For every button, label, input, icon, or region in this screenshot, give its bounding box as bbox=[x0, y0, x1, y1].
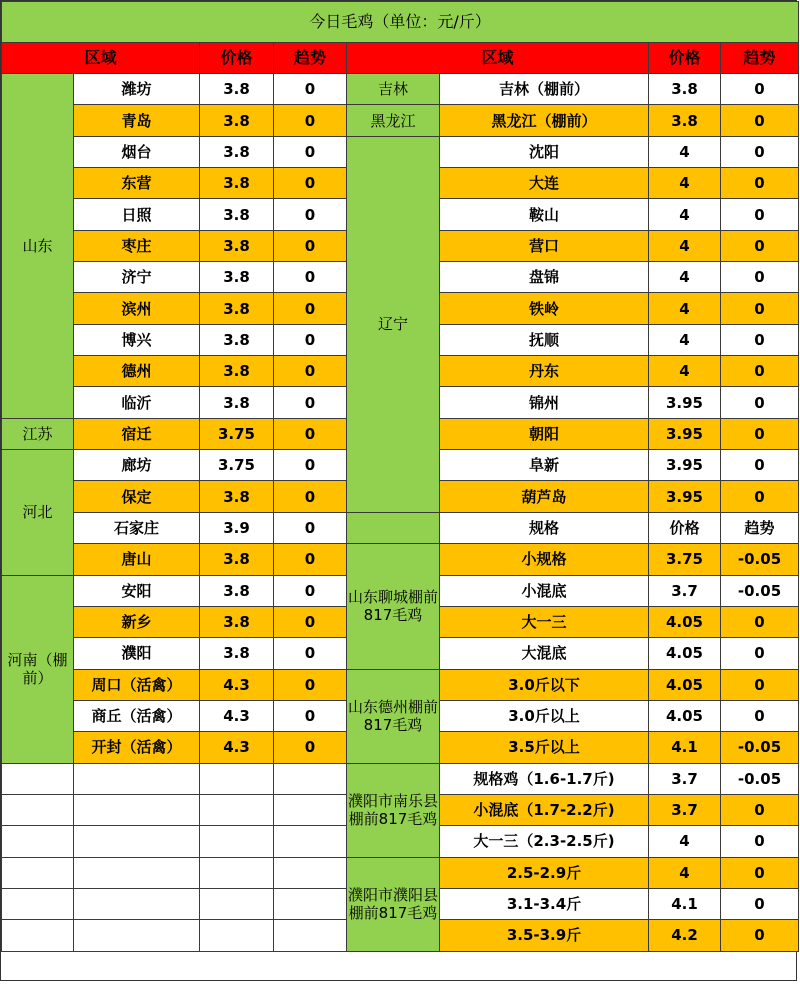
empty-cell-price bbox=[200, 826, 274, 857]
spec-name: 3.1-3.4斤 bbox=[440, 888, 649, 919]
price-table bbox=[1, 1, 799, 952]
trend-value: 0 bbox=[274, 575, 347, 606]
spec-name: 阜新 bbox=[440, 450, 649, 481]
trend-value: 0 bbox=[274, 418, 347, 449]
spec-name: 大一三 bbox=[440, 606, 649, 637]
header-trend-left: 趋势 bbox=[274, 43, 347, 74]
city-name: 新乡 bbox=[74, 606, 200, 637]
city-name: 德州 bbox=[74, 356, 200, 387]
price-value: 3.8 bbox=[200, 74, 274, 105]
price-value: 3.95 bbox=[649, 481, 721, 512]
spec-name: 小混底（1.7-2.2斤) bbox=[440, 794, 649, 825]
trend-value: 0 bbox=[274, 105, 347, 136]
city-name: 保定 bbox=[74, 481, 200, 512]
empty-cell-region bbox=[2, 857, 74, 888]
spec-name: 2.5-2.9斤 bbox=[440, 857, 649, 888]
price-value: 3.95 bbox=[649, 387, 721, 418]
region-group-cell: 山东聊城棚前817毛鸡 bbox=[347, 544, 440, 669]
trend-value: -0.05 bbox=[721, 575, 799, 606]
spec-name: 大连 bbox=[440, 168, 649, 199]
price-value: 4 bbox=[649, 199, 721, 230]
price-value: 4 bbox=[649, 826, 721, 857]
spec-name: 大混底 bbox=[440, 638, 649, 669]
trend-value: 0 bbox=[721, 669, 799, 700]
price-value: 3.8 bbox=[200, 575, 274, 606]
trend-value: 0 bbox=[274, 450, 347, 481]
trend-value: 0 bbox=[721, 606, 799, 637]
price-value: 4.1 bbox=[649, 888, 721, 919]
city-name: 周口（活禽） bbox=[74, 669, 200, 700]
price-value: 4 bbox=[649, 324, 721, 355]
region-group-cell: 江苏 bbox=[2, 418, 74, 449]
trend-value: 0 bbox=[274, 606, 347, 637]
region-group-cell: 黑龙江 bbox=[347, 105, 440, 136]
trend-value: 0 bbox=[721, 262, 799, 293]
spec-name: 营口 bbox=[440, 230, 649, 261]
city-name: 唐山 bbox=[74, 544, 200, 575]
price-value: 3.95 bbox=[649, 418, 721, 449]
price-value: 3.8 bbox=[200, 356, 274, 387]
spec-name: 大一三（2.3-2.5斤) bbox=[440, 826, 649, 857]
price-value: 4 bbox=[649, 857, 721, 888]
city-name: 廊坊 bbox=[74, 450, 200, 481]
trend-value: 0 bbox=[274, 262, 347, 293]
empty-cell-region bbox=[2, 763, 74, 794]
empty-cell-trend bbox=[274, 888, 347, 919]
spec-name: 3.5-3.9斤 bbox=[440, 920, 649, 951]
trend-value: 0 bbox=[721, 293, 799, 324]
trend-value: 0 bbox=[274, 356, 347, 387]
city-name: 东营 bbox=[74, 168, 200, 199]
trend-value: 0 bbox=[721, 450, 799, 481]
price-value: 4.3 bbox=[200, 732, 274, 763]
region-group-cell bbox=[347, 512, 440, 543]
trend-value: -0.05 bbox=[721, 763, 799, 794]
table-row bbox=[2, 544, 799, 575]
table-row bbox=[2, 512, 799, 543]
trend-value: -0.05 bbox=[721, 544, 799, 575]
trend-value: 0 bbox=[274, 512, 347, 543]
spec-name: 规格 bbox=[440, 512, 649, 543]
empty-cell-price bbox=[200, 920, 274, 951]
price-value: 4.2 bbox=[649, 920, 721, 951]
header-trend-right: 趋势 bbox=[721, 43, 799, 74]
price-value: 4.3 bbox=[200, 700, 274, 731]
spec-name: 3.0斤以下 bbox=[440, 669, 649, 700]
spec-name: 小规格 bbox=[440, 544, 649, 575]
trend-value: 0 bbox=[721, 74, 799, 105]
price-value: 3.9 bbox=[200, 512, 274, 543]
price-value: 3.8 bbox=[200, 136, 274, 167]
spec-name: 葫芦岛 bbox=[440, 481, 649, 512]
price-value: 4 bbox=[649, 230, 721, 261]
table-row bbox=[2, 857, 799, 888]
spec-name: 3.0斤以上 bbox=[440, 700, 649, 731]
trend-value: 0 bbox=[274, 199, 347, 230]
empty-cell-trend bbox=[274, 920, 347, 951]
trend-value: 0 bbox=[721, 888, 799, 919]
price-value: 3.8 bbox=[200, 638, 274, 669]
city-name: 潍坊 bbox=[74, 74, 200, 105]
trend-value: 0 bbox=[274, 638, 347, 669]
price-value: 4.05 bbox=[649, 606, 721, 637]
empty-cell-trend bbox=[274, 794, 347, 825]
table-title: 今日毛鸡（单位：元/斤） bbox=[2, 2, 799, 43]
region-group-cell: 濮阳市南乐县棚前817毛鸡 bbox=[347, 763, 440, 857]
price-value: 4.05 bbox=[649, 669, 721, 700]
spec-name: 鞍山 bbox=[440, 199, 649, 230]
empty-cell-city bbox=[74, 763, 200, 794]
price-value: 3.8 bbox=[200, 262, 274, 293]
region-group-cell: 濮阳市濮阳县棚前817毛鸡 bbox=[347, 857, 440, 951]
header-row bbox=[2, 43, 799, 74]
table-row bbox=[2, 669, 799, 700]
table-row bbox=[2, 105, 799, 136]
empty-cell-trend bbox=[274, 857, 347, 888]
city-name: 烟台 bbox=[74, 136, 200, 167]
price-value: 3.8 bbox=[200, 481, 274, 512]
price-value: 3.8 bbox=[200, 230, 274, 261]
region-group-cell: 吉林 bbox=[347, 74, 440, 105]
city-name: 濮阳 bbox=[74, 638, 200, 669]
region-group-cell: 辽宁 bbox=[347, 136, 440, 512]
price-value: 3.8 bbox=[200, 293, 274, 324]
empty-cell-price bbox=[200, 763, 274, 794]
trend-value: 0 bbox=[721, 356, 799, 387]
city-name: 青岛 bbox=[74, 105, 200, 136]
city-name: 日照 bbox=[74, 199, 200, 230]
city-name: 开封（活禽） bbox=[74, 732, 200, 763]
empty-cell-region bbox=[2, 794, 74, 825]
city-name: 商丘（活禽） bbox=[74, 700, 200, 731]
table-row bbox=[2, 74, 799, 105]
price-value: 3.8 bbox=[200, 199, 274, 230]
price-value: 价格 bbox=[649, 512, 721, 543]
price-value: 3.7 bbox=[649, 575, 721, 606]
city-name: 滨州 bbox=[74, 293, 200, 324]
trend-value: 0 bbox=[274, 544, 347, 575]
price-value: 3.8 bbox=[200, 324, 274, 355]
trend-value: 0 bbox=[721, 826, 799, 857]
trend-value: 0 bbox=[274, 293, 347, 324]
trend-value: 0 bbox=[721, 387, 799, 418]
empty-cell-price bbox=[200, 857, 274, 888]
trend-value: 0 bbox=[274, 387, 347, 418]
spec-name: 黑龙江（棚前） bbox=[440, 105, 649, 136]
city-name: 济宁 bbox=[74, 262, 200, 293]
price-value: 3.8 bbox=[649, 105, 721, 136]
trend-value: 0 bbox=[274, 230, 347, 261]
trend-value: 0 bbox=[721, 168, 799, 199]
price-value: 3.7 bbox=[649, 794, 721, 825]
empty-cell-region bbox=[2, 920, 74, 951]
trend-value: 0 bbox=[274, 168, 347, 199]
trend-value: 0 bbox=[274, 732, 347, 763]
table-row bbox=[2, 763, 799, 794]
empty-cell-city bbox=[74, 857, 200, 888]
trend-value: 0 bbox=[721, 481, 799, 512]
spec-name: 朝阳 bbox=[440, 418, 649, 449]
price-value: 4.05 bbox=[649, 700, 721, 731]
price-value: 4 bbox=[649, 168, 721, 199]
price-value: 4 bbox=[649, 293, 721, 324]
price-value: 3.8 bbox=[200, 168, 274, 199]
city-name: 博兴 bbox=[74, 324, 200, 355]
price-value: 3.75 bbox=[200, 450, 274, 481]
price-value: 4.3 bbox=[200, 669, 274, 700]
spec-name: 小混底 bbox=[440, 575, 649, 606]
trend-value: 趋势 bbox=[721, 512, 799, 543]
city-name: 临沂 bbox=[74, 387, 200, 418]
price-value: 3.95 bbox=[649, 450, 721, 481]
trend-value: 0 bbox=[274, 700, 347, 731]
header-price-right: 价格 bbox=[649, 43, 721, 74]
city-name: 石家庄 bbox=[74, 512, 200, 543]
price-value: 3.75 bbox=[200, 418, 274, 449]
header-region-left: 区域 bbox=[2, 43, 200, 74]
spec-name: 规格鸡（1.6-1.7斤) bbox=[440, 763, 649, 794]
trend-value: 0 bbox=[721, 324, 799, 355]
region-group-cell: 山东德州棚前817毛鸡 bbox=[347, 669, 440, 763]
price-value: 3.8 bbox=[200, 105, 274, 136]
trend-value: 0 bbox=[721, 638, 799, 669]
trend-value: 0 bbox=[721, 920, 799, 951]
empty-cell-city bbox=[74, 888, 200, 919]
empty-cell-trend bbox=[274, 826, 347, 857]
empty-cell-city bbox=[74, 826, 200, 857]
table-row bbox=[2, 136, 799, 167]
header-price-left: 价格 bbox=[200, 43, 274, 74]
city-name: 安阳 bbox=[74, 575, 200, 606]
spec-name: 3.5斤以上 bbox=[440, 732, 649, 763]
trend-value: 0 bbox=[274, 324, 347, 355]
empty-cell-region bbox=[2, 826, 74, 857]
price-value: 4 bbox=[649, 262, 721, 293]
spec-name: 锦州 bbox=[440, 387, 649, 418]
price-value: 4 bbox=[649, 356, 721, 387]
empty-cell-price bbox=[200, 888, 274, 919]
title-row bbox=[2, 2, 799, 43]
header-region-right: 区域 bbox=[347, 43, 649, 74]
price-value: 4.05 bbox=[649, 638, 721, 669]
city-name: 宿迁 bbox=[74, 418, 200, 449]
empty-cell-city bbox=[74, 920, 200, 951]
price-value: 3.8 bbox=[200, 606, 274, 637]
region-group-cell: 河南（棚前） bbox=[2, 575, 74, 763]
trend-value: 0 bbox=[721, 230, 799, 261]
price-value: 3.8 bbox=[200, 387, 274, 418]
trend-value: 0 bbox=[274, 136, 347, 167]
trend-value: 0 bbox=[721, 136, 799, 167]
empty-cell-price bbox=[200, 794, 274, 825]
empty-cell-region bbox=[2, 888, 74, 919]
price-value: 3.8 bbox=[200, 544, 274, 575]
trend-value: 0 bbox=[274, 74, 347, 105]
spec-name: 丹东 bbox=[440, 356, 649, 387]
spec-name: 盘锦 bbox=[440, 262, 649, 293]
price-value: 4.1 bbox=[649, 732, 721, 763]
region-group-cell: 河北 bbox=[2, 450, 74, 575]
trend-value: -0.05 bbox=[721, 732, 799, 763]
region-group-cell: 山东 bbox=[2, 74, 74, 419]
trend-value: 0 bbox=[721, 105, 799, 136]
spec-name: 抚顺 bbox=[440, 324, 649, 355]
city-name: 枣庄 bbox=[74, 230, 200, 261]
price-value: 3.8 bbox=[649, 74, 721, 105]
trend-value: 0 bbox=[721, 199, 799, 230]
price-value: 3.75 bbox=[649, 544, 721, 575]
trend-value: 0 bbox=[721, 418, 799, 449]
price-value: 4 bbox=[649, 136, 721, 167]
trend-value: 0 bbox=[274, 481, 347, 512]
spec-name: 沈阳 bbox=[440, 136, 649, 167]
trend-value: 0 bbox=[274, 669, 347, 700]
trend-value: 0 bbox=[721, 700, 799, 731]
empty-cell-trend bbox=[274, 763, 347, 794]
spec-name: 吉林（棚前） bbox=[440, 74, 649, 105]
empty-cell-city bbox=[74, 794, 200, 825]
price-value: 3.7 bbox=[649, 763, 721, 794]
trend-value: 0 bbox=[721, 857, 799, 888]
spec-name: 铁岭 bbox=[440, 293, 649, 324]
trend-value: 0 bbox=[721, 794, 799, 825]
